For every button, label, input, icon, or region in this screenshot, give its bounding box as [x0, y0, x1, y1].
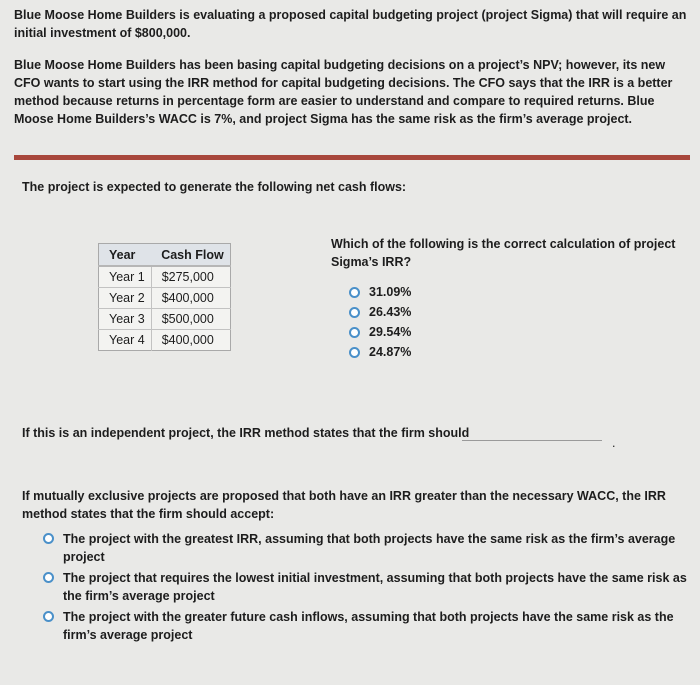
table-row: [99, 288, 231, 309]
accept-option-label: The project with the greater future cash inflows, assuming that both projects have the same risk as the firm’s average project: [63, 610, 674, 642]
table-cell-year: Year 4: [99, 330, 152, 351]
radio-icon[interactable]: [43, 572, 54, 583]
radio-icon[interactable]: [43, 533, 54, 544]
irr-option-1[interactable]: [349, 282, 411, 302]
accept-option-1[interactable]: [43, 530, 691, 566]
table-cell-cash-flow: $500,000: [151, 309, 230, 330]
intro-paragraph-2: Blue Moose Home Builders has been basing capital budgeting decisions on a project’s NPV; however, its new CFO wants to start using the IRR method for capital budgeting decisions. The CFO says that the IRR is a better method because returns in percentage form are easier to understand and compare to required returns. Blue Moose Home Builders’s WACC is 7%, and project Sigma has the same risk as the firm’s average project.: [14, 58, 673, 126]
irr-option-label: 31.09%: [369, 285, 412, 299]
accept-option-label: The project that requires the lowest initial investment, assuming that both projects have the same risk as the firm’s average project: [63, 571, 687, 603]
radio-icon[interactable]: [349, 327, 360, 338]
accept-option-label: The project with the greatest IRR, assuming that both projects have the same risk as the firm’s average project: [63, 532, 676, 564]
radio-icon[interactable]: [349, 307, 360, 318]
irr-option-4[interactable]: [349, 342, 411, 362]
column-header-cash-flow: Cash Flow: [151, 244, 230, 267]
irr-options: [349, 282, 411, 362]
sentence-end: .: [612, 436, 616, 450]
independent-project-question: If this is an independent project, the IRR method states that the firm should: [22, 426, 470, 440]
irr-option-label: 26.43%: [369, 305, 412, 319]
table-cell-year: Year 1: [99, 266, 152, 288]
table-row: [99, 266, 231, 288]
table-cell-cash-flow: $400,000: [151, 330, 230, 351]
radio-icon[interactable]: [43, 611, 54, 622]
accept-option-3[interactable]: [43, 608, 691, 644]
table-header-row: [99, 244, 231, 267]
mutually-exclusive-options: [43, 530, 691, 647]
section-divider: [14, 155, 690, 160]
table-row: [99, 309, 231, 330]
table-cell-year: Year 2: [99, 288, 152, 309]
table-cell-cash-flow: $275,000: [151, 266, 230, 288]
column-header-year: Year: [99, 244, 152, 267]
radio-icon[interactable]: [349, 347, 360, 358]
intro-paragraph-1: Blue Moose Home Builders is evaluating a proposed capital budgeting project (project Sigma) that will require an initial investment of $800,000.: [14, 8, 687, 40]
irr-option-2[interactable]: [349, 302, 411, 322]
irr-option-label: 29.54%: [369, 325, 412, 339]
table-cell-cash-flow: $400,000: [151, 288, 230, 309]
answer-dropdown[interactable]: [462, 440, 602, 441]
radio-icon[interactable]: [349, 287, 360, 298]
cash-flows-label: The project is expected to generate the following net cash flows:: [22, 180, 407, 194]
mutually-exclusive-question: If mutually exclusive projects are proposed that both have an IRR greater than the necessary WACC, the IRR method states that the firm should accept:: [22, 489, 666, 521]
table-row: [99, 330, 231, 351]
irr-option-label: 24.87%: [369, 345, 412, 359]
table-cell-year: Year 3: [99, 309, 152, 330]
intro-text: [14, 6, 689, 142]
accept-option-2[interactable]: [43, 569, 691, 605]
irr-option-3[interactable]: [349, 322, 411, 342]
cash-flow-table: [98, 243, 231, 351]
irr-question: Which of the following is the correct calculation of project Sigma’s IRR?: [331, 237, 676, 269]
